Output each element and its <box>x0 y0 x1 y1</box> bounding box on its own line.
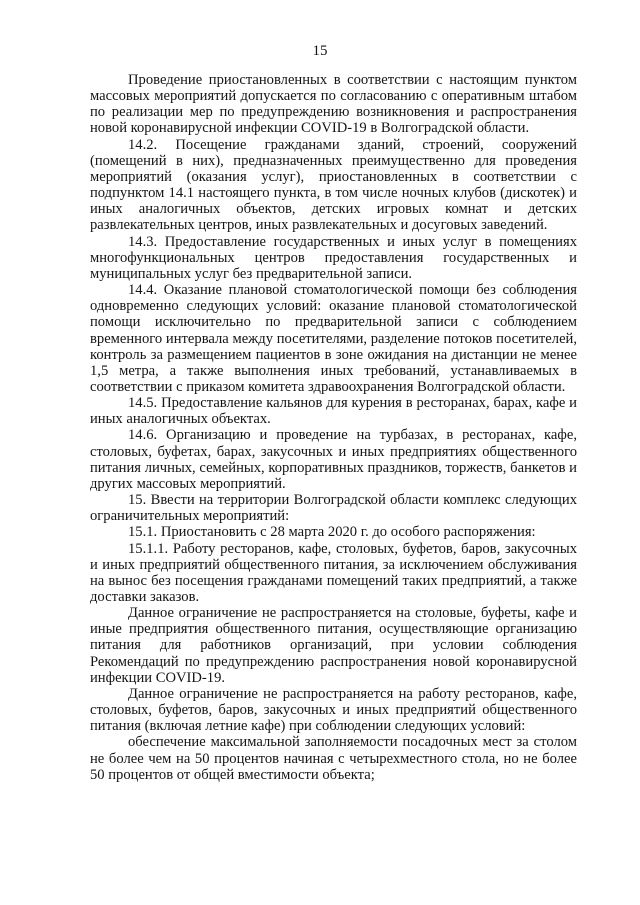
paragraph-14-2: 14.2. Посещение гражданами зданий, строений, сооружений (помещений в них), предназначенных преимущественно для проведения мероприятий (оказания услуг), приостановленных в соответствии с подпунктом 14.1 настоящего пункта, в том числе ночных клубов (дискотек) и иных аналогичных объектов, детских игровых комнат и детских развлекательных центров, иных развлекательных и досуговых заведений. <box>90 136 577 234</box>
paragraph-15: 15. Ввести на территории Волгоградской области комплекс следующих ограничительных мероприятий: <box>90 492 577 525</box>
paragraph-14-6: 14.6. Организацию и проведение на турбазах, в ресторанах, кафе, столовых, буфетах, барах, закусочных и иных предприятиях общественного питания личных, семейных, корпоративных праздников, торжеств, банкетов и других массовых мероприятий. <box>90 427 577 492</box>
document-body <box>90 72 577 783</box>
paragraph-mass-events-approval: Проведение приостановленных в соответствии с настоящим пунктом массовых мероприятий допускается по согласованию с оперативным штабом по реализации мер по предупреждению возникновения и распространения новой коронавирусной инфекции COVID-19 в Волгоградской области. <box>90 72 577 137</box>
paragraph-seating-condition: обеспечение максимальной заполняемости посадочных мест за столом не более чем на 50 процентов начиная с четырехместного стола, но не более 50 процентов от общей вместимости объекта; <box>90 734 577 783</box>
paragraph-14-5: 14.5. Предоставление кальянов для курения в ресторанах, барах, кафе и иных аналогичных объектах. <box>90 395 577 428</box>
paragraph-15-1-1: 15.1.1. Работу ресторанов, кафе, столовых, буфетов, баров, закусочных и иных предприятий общественного питания, за исключением обслуживания на вынос без посещения гражданами помещений таких предприятий, а также доставки заказов. <box>90 540 577 605</box>
paragraph-14-4: 14.4. Оказание плановой стоматологической помощи без соблюдения одновременно следующих условий: оказание плановой стоматологической помощи исключительно по предварительной записи с соблюдением временного интервала между посетителями, разделение потоков посетителей, контроль за размещением пациентов в зоне ожидания на дистанции не менее 1,5 метра, а также выполнения иных требований, устанавливаемых в соответствии с приказом комитета здравоохранения Волгоградской области. <box>90 282 577 395</box>
page-number: 15 <box>312 43 328 59</box>
paragraph-14-3: 14.3. Предоставление государственных и иных услуг в помещениях многофункциональных центров предоставления государственных и муниципальных услуг без предварительной записи. <box>90 233 577 282</box>
paragraph-restriction-exception-1: Данное ограничение не распространяется на столовые, буфеты, кафе и иные предприятия общественного питания, осуществляющие организацию питания для работников организаций, при условии соблюдения Рекомендаций по предупреждению распространения новой коронавирусной инфекции COVID-19. <box>90 605 577 686</box>
paragraph-15-1: 15.1. Приостановить с 28 марта 2020 г. до особого распоряжения: <box>128 524 536 541</box>
paragraph-restriction-exception-2: Данное ограничение не распространяется на работу ресторанов, кафе, столовых, буфетов, баров, закусочных и иных предприятий общественного питания (включая летние кафе) при соблюдении следующих условий: <box>90 685 577 735</box>
